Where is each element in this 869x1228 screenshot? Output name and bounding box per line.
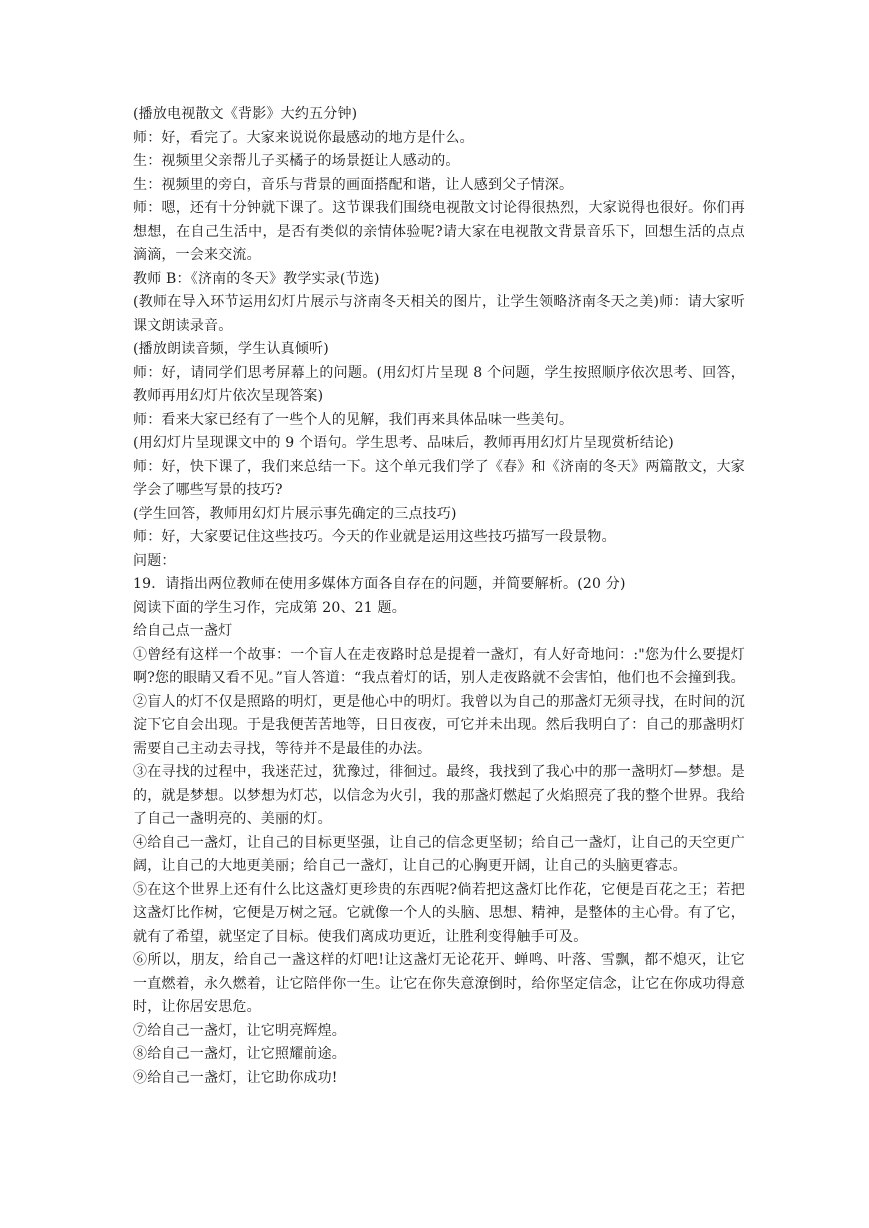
paragraph-teacher-line: 师：嗯，还有十分钟就下课了。这节课我们围绕电视散文讨论得很热烈，大家说得也很好。你们再想想，在自己生活中，是否有类似的亲情体验呢?请大家在电视散文背景音乐下，回想生活的点点滴滴，一会来交流。 (133, 200, 745, 263)
essay-paragraph-1: ①曾经有这样一个故事：一个盲人在走夜路时总是提着一盏灯，有人好奇地问：:"您为什么要提灯啊?您的眼睛又看不见。”盲人答道：“我点着灯的话，别人走夜路就不会害怕，他们也不会撞到我。 (133, 646, 745, 686)
paragraph-student-line: 生：视频里父亲帮儿子买橘子的场景挺让人感动的。 (133, 153, 460, 169)
paragraph-student-line: 生：视频里的旁白，音乐与背景的画面搭配和谐，让人感到父子情深。 (133, 176, 574, 193)
document-body (133, 103, 745, 1090)
essay-paragraph-5: ⑤在这个世界上还有什么比这盏灯更珍贵的东西呢?倘若把这盏灯比作花，它便是百花之王；若把这盏灯比作树，它便是万树之冠。它就像一个人的头脑、思想、精神，是整体的主心骨。有了它，就有了希望，就坚定了目标。使我们离成功更近，让胜利变得触手可及。 (133, 881, 745, 945)
paragraph-stage-note: (学生回答，教师用幻灯片展示事先确定的三点技巧) (133, 505, 457, 522)
essay-paragraph-8: ⑧给自己一盏灯，让它照耀前途。 (133, 1046, 346, 1062)
question-label: 问题： (133, 552, 176, 569)
paragraph-stage-note: (播放朗读音频，学生认真倾听) (133, 341, 329, 357)
essay-title: 给自己点一盏灯 (133, 623, 233, 639)
essay-paragraph-2: ②盲人的灯不仅是照路的明灯，更是他心中的明灯。我曾以为自己的那盏灯无须寻找，在时间的沉淀下它自会出现。于是我便苦苦地等，日日夜夜，可它并未出现。然后我明白了：自己的那盏明灯需要自己主动去寻找，等待并不是最佳的办法。 (133, 693, 745, 757)
essay-paragraph-7: ⑦给自己一盏灯，让它明亮辉煌。 (133, 1022, 346, 1039)
essay-paragraph-9: ⑨给自己一盏灯，让它助你成功! (133, 1069, 338, 1086)
paragraph-teacher-line: 师：好，看完了。大家来说说你最感动的地方是什么。 (133, 129, 474, 146)
essay-paragraph-4: ④给自己一盏灯，让自己的目标更坚强，让自己的信念更坚韧；给自己一盏灯，让自己的天空更广阔，让自己的大地更美丽；给自己一盏灯，让自己的心胸更开阔，让自己的头脑更睿志。 (133, 834, 745, 874)
section-heading-teacher-b: 教师 B：《济南的冬天》教学实录(节选) (133, 270, 380, 287)
paragraph-teacher-line: 师：好，请同学们思考屏幕上的问题。(用幻灯片呈现 8 个问题，学生按照顺序依次思考、回答，教师再用幻灯片依次呈现答案) (133, 364, 745, 404)
reading-instruction: 阅读下面的学生习作，完成第 20、21 题。 (133, 599, 406, 616)
paragraph-stage-note: (教师在导入环节运用幻灯片展示与济南冬天相关的图片，让学生领略济南冬天之美)师：请大家听课文朗读录音。 (133, 294, 745, 334)
essay-paragraph-6: ⑥所以，朋友，给自己一盏这样的灯吧!让这盏灯无论花开、蝉鸣、叶落、雪飘，都不熄灭，让它一直燃着，永久燃着，让它陪伴你一生。让它在你失意潦倒时，给你坚定信念，让它在你成功得意时，让你居安思危。 (133, 952, 745, 1015)
paragraph-teacher-line: 师：好，快下课了，我们来总结一下。这个单元我们学了《春》和《济南的冬天》两篇散文，大家学会了哪些写景的技巧? (133, 458, 745, 498)
question-19: 19．请指出两位教师在使用多媒体方面各自存在的问题，并简要解析。(20 分) (133, 576, 626, 592)
paragraph-stage-note: (用幻灯片呈现课文中的 9 个语句。学生思考、品味后，教师再用幻灯片呈现赏析结论) (133, 435, 674, 451)
paragraph-teacher-line: 师：看来大家已经有了一些个人的见解，我们再来具体品味一些美句。 (133, 411, 574, 428)
paragraph-video-note: (播放电视散文《背影》大约五分钟) (133, 106, 358, 122)
essay-paragraph-3: ③在寻找的过程中，我迷茫过，犹豫过，徘徊过。最终，我找到了我心中的那一盏明灯—梦想。是的，就是梦想。以梦想为灯芯，以信念为火引，我的那盏灯燃起了火焰照亮了我的整个世界。我给了自己一盏明亮的、美丽的灯。 (133, 764, 745, 827)
paragraph-teacher-line: 师：好，大家要记住这些技巧。今天的作业就是运用这些技巧描写一段景物。 (133, 529, 616, 545)
